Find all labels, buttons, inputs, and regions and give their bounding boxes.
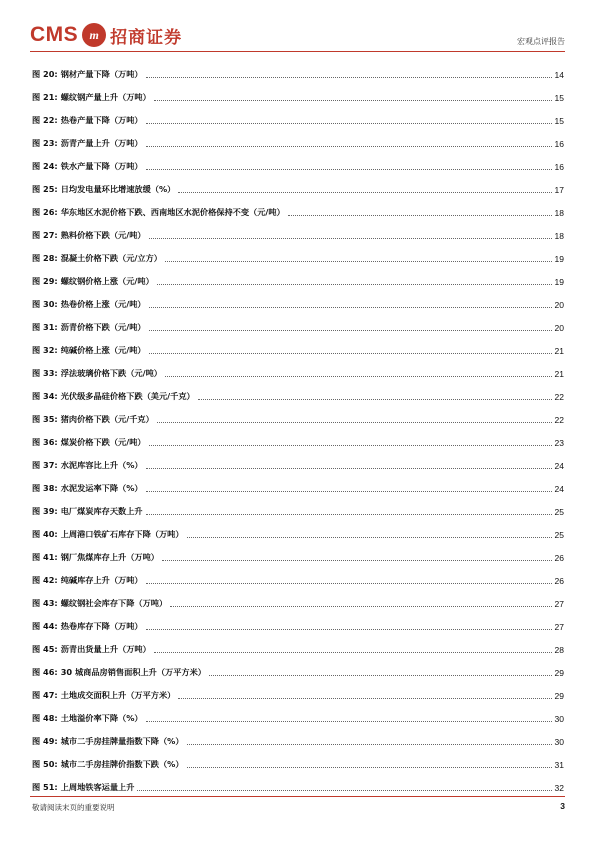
toc-page-number: 15 <box>554 92 564 103</box>
toc-figure-number: 图 26: <box>32 207 58 217</box>
toc-page-number: 16 <box>554 138 564 149</box>
toc-page-number: 24 <box>554 460 564 471</box>
toc-figure-number: 图 38: <box>32 483 58 493</box>
toc-leader-dots <box>149 445 552 446</box>
toc-figure-title: 混凝土价格下跌（元/立方） <box>60 253 162 263</box>
toc-page-number: 26 <box>554 552 564 563</box>
toc-figure-number: 图 45: <box>32 644 58 654</box>
toc-page-number: 26 <box>554 575 564 586</box>
toc-page-number: 28 <box>554 644 564 655</box>
toc-entry-title <box>32 690 175 701</box>
toc-page-number: 18 <box>554 207 564 218</box>
toc-entry-title <box>32 506 143 517</box>
toc-entry-title <box>32 184 175 195</box>
toc-entry-title <box>32 322 146 333</box>
toc-figure-title: 热卷库存下降（万吨） <box>60 621 143 631</box>
toc-entry-title <box>32 207 285 218</box>
toc-figure-title: 纯碱库存上升（万吨） <box>60 575 143 585</box>
toc-entry[interactable] <box>32 615 564 638</box>
toc-page-number: 30 <box>554 736 564 747</box>
toc-entry[interactable] <box>32 569 564 592</box>
toc-leader-dots <box>146 123 552 124</box>
toc-leader-dots <box>170 606 551 607</box>
toc-figure-number: 图 24: <box>32 161 58 171</box>
toc-figure-number: 图 27: <box>32 230 58 240</box>
toc-figure-number: 图 44: <box>32 621 58 631</box>
toc-leader-dots <box>146 77 552 78</box>
toc-leader-dots <box>288 215 552 216</box>
toc-entry-title <box>32 414 154 425</box>
toc-entry[interactable] <box>32 730 564 753</box>
toc-entry-title <box>32 92 151 103</box>
toc-entry[interactable] <box>32 362 564 385</box>
toc-entry[interactable] <box>32 385 564 408</box>
toc-figure-number: 图 30: <box>32 299 58 309</box>
toc-figure-title: 纯碱价格上涨（元/吨） <box>60 345 146 355</box>
toc-entry-title <box>32 713 143 724</box>
toc-figure-number: 图 35: <box>32 414 58 424</box>
toc-entry-title <box>32 759 184 770</box>
toc-page-number: 29 <box>554 667 564 678</box>
page-header <box>0 0 595 56</box>
toc-page-number: 21 <box>554 368 564 379</box>
toc-entry-title <box>32 782 134 793</box>
toc-entry[interactable] <box>32 753 564 776</box>
toc-page-number: 18 <box>554 230 564 241</box>
toc-entry[interactable] <box>32 592 564 615</box>
toc-page-number: 25 <box>554 529 564 540</box>
toc-entry-title <box>32 621 143 632</box>
toc-figure-title: 城市二手房挂牌价指数下跌（%） <box>60 759 184 769</box>
toc-leader-dots <box>146 146 552 147</box>
toc-figure-number: 图 39: <box>32 506 58 516</box>
toc-page-number: 16 <box>554 161 564 172</box>
toc-page-number: 20 <box>554 299 564 310</box>
toc-leader-dots <box>187 767 552 768</box>
toc-page-number: 25 <box>554 506 564 517</box>
toc-entry-title <box>32 391 195 402</box>
toc-entry-title <box>32 368 162 379</box>
toc-figure-title: 螺纹钢产量上升（万吨） <box>60 92 151 102</box>
footer-disclaimer: 敬请阅读末页的重要说明 <box>32 803 115 812</box>
logo-chinese: 招商证券 <box>110 27 183 48</box>
toc-figure-number: 图 34: <box>32 391 58 401</box>
toc-entry[interactable] <box>32 408 564 431</box>
toc-entry[interactable] <box>32 546 564 569</box>
toc-entry-title <box>32 598 167 609</box>
header-divider <box>30 51 565 52</box>
toc-figure-number: 图 46: <box>32 667 58 677</box>
toc-leader-dots <box>137 790 551 791</box>
toc-figure-title: 城市二手房挂牌量指数下降（%） <box>60 736 184 746</box>
toc-figure-title: 上周地铁客运量上升 <box>60 782 135 792</box>
toc-leader-dots <box>146 583 552 584</box>
toc-figure-number: 图 41: <box>32 552 58 562</box>
toc-entry[interactable] <box>32 224 564 247</box>
toc-entry-title <box>32 460 143 471</box>
toc-figure-number: 图 31: <box>32 322 58 332</box>
toc-leader-dots <box>209 675 552 676</box>
toc-figure-number: 图 25: <box>32 184 58 194</box>
toc-entry[interactable] <box>32 155 564 178</box>
toc-figure-number: 图 23: <box>32 138 58 148</box>
figure-table-of-contents <box>32 63 564 799</box>
toc-figure-title: 铁水产量下降（万吨） <box>60 161 143 171</box>
toc-entry[interactable] <box>32 247 564 270</box>
toc-figure-number: 图 36: <box>32 437 58 447</box>
toc-leader-dots <box>178 192 551 193</box>
toc-entry[interactable] <box>32 132 564 155</box>
toc-page-number: 32 <box>554 782 564 793</box>
toc-leader-dots <box>149 238 552 239</box>
toc-entry[interactable] <box>32 684 564 707</box>
toc-figure-title: 土地溢价率下降（%） <box>60 713 143 723</box>
toc-figure-title: 熟料价格下跌（元/吨） <box>60 230 146 240</box>
report-type: 宏观点评报告 <box>517 37 565 46</box>
toc-figure-number: 图 37: <box>32 460 58 470</box>
toc-entry[interactable] <box>32 63 564 86</box>
toc-leader-dots <box>146 721 552 722</box>
toc-page-number: 27 <box>554 598 564 609</box>
toc-leader-dots <box>157 284 552 285</box>
toc-entry[interactable] <box>32 500 564 523</box>
logo-badge-icon: m <box>82 23 106 47</box>
toc-entry[interactable] <box>32 178 564 201</box>
toc-leader-dots <box>149 353 552 354</box>
logo-latin: CMS <box>30 23 79 46</box>
toc-entry-title <box>32 230 146 241</box>
toc-page-number: 27 <box>554 621 564 632</box>
toc-page-number: 20 <box>554 322 564 333</box>
toc-figure-number: 图 40: <box>32 529 58 539</box>
toc-figure-title: 上周港口铁矿石库存下降（万吨） <box>60 529 184 539</box>
toc-page-number: 29 <box>554 690 564 701</box>
toc-page-number: 30 <box>554 713 564 724</box>
footer-divider <box>30 796 565 797</box>
toc-page-number: 22 <box>554 414 564 425</box>
toc-entry[interactable] <box>32 201 564 224</box>
toc-figure-title: 煤炭价格下跌（元/吨） <box>60 437 146 447</box>
toc-entry-title <box>32 667 206 678</box>
toc-leader-dots <box>165 261 552 262</box>
toc-leader-dots <box>187 744 552 745</box>
toc-figure-number: 图 42: <box>32 575 58 585</box>
toc-entry-title <box>32 115 143 126</box>
toc-figure-title: 热卷价格上涨（元/吨） <box>60 299 146 309</box>
toc-figure-title: 猪肉价格下跌（元/千克） <box>60 414 154 424</box>
toc-leader-dots <box>187 537 552 538</box>
toc-entry-title <box>32 345 146 356</box>
toc-page-number: 31 <box>554 759 564 770</box>
toc-figure-title: 钢材产量下降（万吨） <box>60 69 143 79</box>
toc-page-number: 22 <box>554 391 564 402</box>
toc-figure-title: 沥青价格下跌（元/吨） <box>60 322 146 332</box>
toc-leader-dots <box>154 100 552 101</box>
toc-figure-title: 螺纹钢社会库存下降（万吨） <box>60 598 168 608</box>
toc-entry[interactable] <box>32 270 564 293</box>
toc-figure-number: 图 49: <box>32 736 58 746</box>
toc-leader-dots <box>178 698 551 699</box>
toc-figure-title: 浮法玻璃价格下跌（元/吨） <box>60 368 162 378</box>
toc-entry-title <box>32 644 151 655</box>
toc-page-number: 17 <box>554 184 564 195</box>
toc-entry[interactable] <box>32 109 564 132</box>
toc-figure-title: 光伏级多晶硅价格下跌（美元/千克） <box>60 391 195 401</box>
toc-figure-number: 图 32: <box>32 345 58 355</box>
toc-figure-title: 30 城商品房销售面积上升（万平方米） <box>60 667 206 677</box>
toc-leader-dots <box>198 399 552 400</box>
toc-figure-number: 图 22: <box>32 115 58 125</box>
toc-entry-title <box>32 138 143 149</box>
toc-figure-title: 水泥库容比上升（%） <box>60 460 143 470</box>
toc-entry-title <box>32 483 143 494</box>
toc-page-number: 23 <box>554 437 564 448</box>
toc-leader-dots <box>146 491 552 492</box>
toc-entry-title <box>32 552 159 563</box>
toc-entry[interactable] <box>32 339 564 362</box>
toc-leader-dots <box>149 307 552 308</box>
toc-leader-dots <box>149 330 552 331</box>
toc-figure-title: 热卷产量下降（万吨） <box>60 115 143 125</box>
toc-entry-title <box>32 575 143 586</box>
toc-leader-dots <box>154 652 552 653</box>
toc-figure-number: 图 21: <box>32 92 58 102</box>
toc-page-number: 19 <box>554 276 564 287</box>
toc-entry[interactable] <box>32 638 564 661</box>
toc-figure-title: 日均发电量环比增速放缓（%） <box>60 184 176 194</box>
toc-figure-title: 螺纹钢价格上涨（元/吨） <box>60 276 154 286</box>
toc-leader-dots <box>146 169 552 170</box>
toc-figure-number: 图 43: <box>32 598 58 608</box>
toc-figure-title: 沥青产量上升（万吨） <box>60 138 143 148</box>
toc-entry[interactable] <box>32 86 564 109</box>
toc-figure-number: 图 51: <box>32 782 58 792</box>
toc-figure-number: 图 29: <box>32 276 58 286</box>
toc-leader-dots <box>146 468 552 469</box>
toc-entry-title <box>32 529 184 540</box>
toc-figure-title: 华东地区水泥价格下跌、西南地区水泥价格保持不变（元/吨） <box>60 207 285 217</box>
toc-entry-title <box>32 437 146 448</box>
toc-entry[interactable] <box>32 661 564 684</box>
toc-figure-title: 钢厂焦煤库存上升（万吨） <box>60 552 159 562</box>
toc-figure-title: 电厂煤炭库存天数上升 <box>60 506 143 516</box>
toc-entry-title <box>32 69 143 80</box>
toc-entry[interactable] <box>32 477 564 500</box>
toc-entry-title <box>32 299 146 310</box>
toc-entry[interactable] <box>32 316 564 339</box>
company-logo <box>30 22 182 48</box>
toc-leader-dots <box>157 422 552 423</box>
toc-page-number: 14 <box>554 69 564 80</box>
toc-figure-number: 图 50: <box>32 759 58 769</box>
page-number: 3 <box>560 801 565 811</box>
toc-page-number: 21 <box>554 345 564 356</box>
toc-page-number: 15 <box>554 115 564 126</box>
toc-entry[interactable] <box>32 431 564 454</box>
toc-figure-number: 图 28: <box>32 253 58 263</box>
toc-entry-title <box>32 253 162 264</box>
toc-page-number: 19 <box>554 253 564 264</box>
toc-figure-number: 图 20: <box>32 69 58 79</box>
toc-figure-number: 图 47: <box>32 690 58 700</box>
toc-entry[interactable] <box>32 293 564 316</box>
toc-figure-title: 土地成交面积上升（万平方米） <box>60 690 176 700</box>
toc-leader-dots <box>162 560 552 561</box>
toc-entry-title <box>32 276 154 287</box>
toc-figure-number: 图 33: <box>32 368 58 378</box>
toc-leader-dots <box>146 514 552 515</box>
toc-entry[interactable] <box>32 707 564 730</box>
toc-entry[interactable] <box>32 454 564 477</box>
toc-figure-title: 沥青出货量上升（万吨） <box>60 644 151 654</box>
toc-entry-title <box>32 736 184 747</box>
toc-leader-dots <box>146 629 552 630</box>
toc-entry-title <box>32 161 143 172</box>
toc-entry[interactable] <box>32 523 564 546</box>
toc-figure-title: 水泥发运率下降（%） <box>60 483 143 493</box>
toc-leader-dots <box>165 376 552 377</box>
toc-page-number: 24 <box>554 483 564 494</box>
toc-figure-number: 图 48: <box>32 713 58 723</box>
